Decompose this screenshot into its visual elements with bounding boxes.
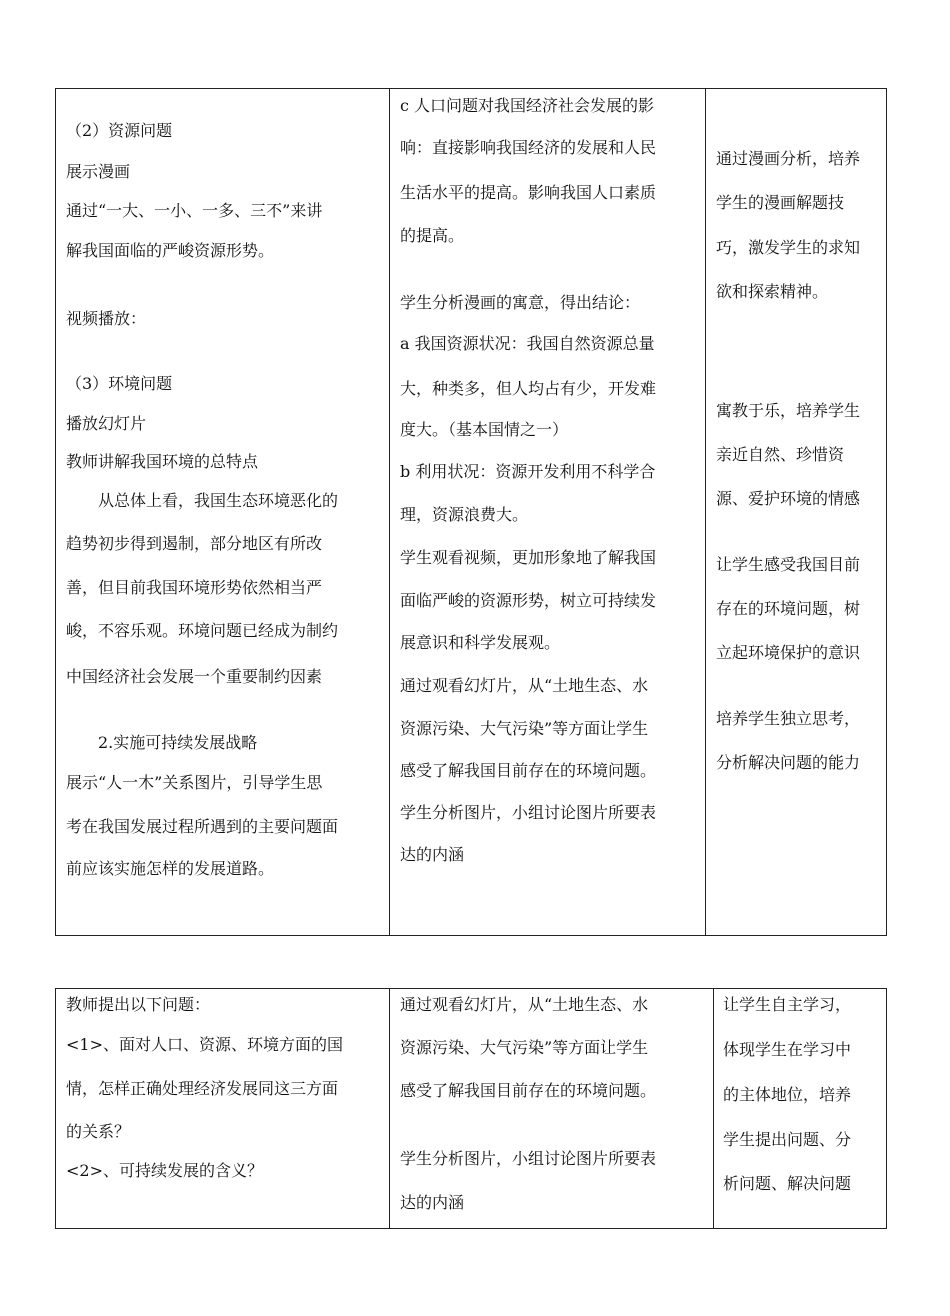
teacher-activity-line: 展示漫画	[66, 162, 131, 181]
student-activity-line: 资源污染、大气污染”等方面让学生	[400, 719, 649, 738]
design-intent-line: 让学生自主学习，	[723, 995, 852, 1014]
teacher-activity-line: 教师提出以下问题：	[66, 995, 211, 1014]
teacher-activity-line: 趋势初步得到遏制，部分地区有所改	[66, 534, 323, 553]
design-intent-line: 欲和探索精神。	[716, 282, 829, 301]
student-activity-line: 展意识和科学发展观。	[400, 633, 561, 652]
column-divider	[389, 989, 390, 1228]
design-intent-line: 析问题、解决问题	[723, 1174, 852, 1193]
lesson-table-1	[55, 88, 887, 936]
teacher-activity-line: 解我国面临的严峻资源形势。	[66, 241, 275, 260]
teacher-activity-line: 考在我国发展过程所遇到的主要问题面	[66, 817, 339, 836]
student-activity-line: 通过观看幻灯片，从“土地生态、水	[400, 995, 649, 1014]
lesson-table-2	[55, 988, 887, 1229]
design-intent-line: 分析解决问题的能力	[716, 753, 861, 772]
student-activity-line: c 人口问题对我国经济社会发展的影	[400, 96, 655, 115]
teacher-activity-line: 峻，不容乐观。环境问题已经成为制约	[66, 621, 339, 640]
teacher-activity-line: 善，但目前我国环境形势依然相当严	[66, 578, 323, 597]
teacher-activity-line: 教师讲解我国环境的总特点	[66, 452, 259, 471]
design-intent-line: 体现学生在学习中	[723, 1040, 852, 1059]
student-activity-line: 感受了解我国目前存在的环境问题。	[400, 761, 657, 780]
teacher-activity-line: （3）环境问题	[66, 374, 173, 393]
teacher-activity-line: 2.实施可持续发展战略	[98, 733, 258, 752]
teacher-activity-line: 情，怎样正确处理经济发展同这三方面	[66, 1079, 339, 1098]
design-intent-line: 存在的环境问题，树	[716, 599, 861, 618]
column-divider	[705, 89, 706, 935]
student-activity-line: a 我国资源状况：我国自然资源总量	[400, 334, 655, 353]
design-intent-line: 亲近自然、珍惜资	[716, 445, 845, 464]
student-activity-line: 学生分析图片，小组讨论图片所要表	[400, 803, 657, 822]
design-intent-line: 的主体地位，培养	[723, 1085, 852, 1104]
teacher-activity-line: 播放幻灯片	[66, 414, 147, 433]
student-activity-line: 学生分析漫画的寓意，得出结论：	[400, 293, 641, 312]
design-intent-line: 立起环境保护的意识	[716, 643, 861, 662]
student-activity-line: 生活水平的提高。影响我国人口素质	[400, 183, 657, 202]
student-activity-line: 响：直接影响我国经济的发展和人民	[400, 138, 657, 157]
design-intent-line: 学生提出问题、分	[723, 1130, 852, 1149]
design-intent-line: 寓教于乐，培养学生	[716, 401, 861, 420]
teacher-activity-line: （2）资源问题	[66, 121, 173, 140]
teacher-activity-line: <1>、面对人口、资源、环境方面的国	[66, 1035, 343, 1054]
teacher-activity-line: 的关系？	[66, 1122, 131, 1141]
student-activity-line: 学生分析图片，小组讨论图片所要表	[400, 1149, 657, 1168]
student-activity-line: 通过观看幻灯片，从“土地生态、水	[400, 676, 649, 695]
teacher-activity-line: 前应该实施怎样的发展道路。	[66, 859, 275, 878]
teacher-activity-line: 展示“人一木”关系图片，引导学生思	[66, 773, 323, 792]
design-intent-line: 培养学生独立思考，	[716, 709, 861, 728]
student-activity-line: 度大。（基本国情之一）	[400, 420, 569, 439]
design-intent-line: 通过漫画分析，培养	[716, 149, 861, 168]
student-activity-line: 达的内涵	[400, 845, 465, 864]
student-activity-line: 资源污染、大气污染”等方面让学生	[400, 1038, 649, 1057]
student-activity-line: 感受了解我国目前存在的环境问题。	[400, 1081, 657, 1100]
design-intent-line: 源、爱护环境的情感	[716, 489, 861, 508]
student-activity-line: 学生观看视频，更加形象地了解我国	[400, 548, 657, 567]
teacher-activity-line: 从总体上看，我国生态环境恶化的	[98, 491, 339, 510]
teacher-activity-line: 视频播放：	[66, 309, 147, 328]
student-activity-line: 理，资源浪费大。	[400, 505, 529, 524]
column-divider	[389, 89, 390, 935]
student-activity-line: 面临严峻的资源形势，树立可持续发	[400, 591, 657, 610]
teacher-activity-line: 中国经济社会发展一个重要制约因素	[66, 667, 323, 686]
column-divider	[713, 989, 714, 1228]
design-intent-line: 学生的漫画解题技	[716, 193, 845, 212]
design-intent-line: 让学生感受我国目前	[716, 555, 861, 574]
student-activity-line: b 利用状况：资源开发利用不科学合	[400, 462, 656, 481]
student-activity-line: 的提高。	[400, 226, 465, 245]
student-activity-line: 大，种类多，但人均占有少，开发难	[400, 379, 657, 398]
design-intent-line: 巧，激发学生的求知	[716, 238, 861, 257]
student-activity-line: 达的内涵	[400, 1193, 465, 1212]
teacher-activity-line: 通过“一大、一小、一多、三不”来讲	[66, 201, 323, 220]
teacher-activity-line: <2>、可持续发展的含义？	[66, 1161, 263, 1180]
